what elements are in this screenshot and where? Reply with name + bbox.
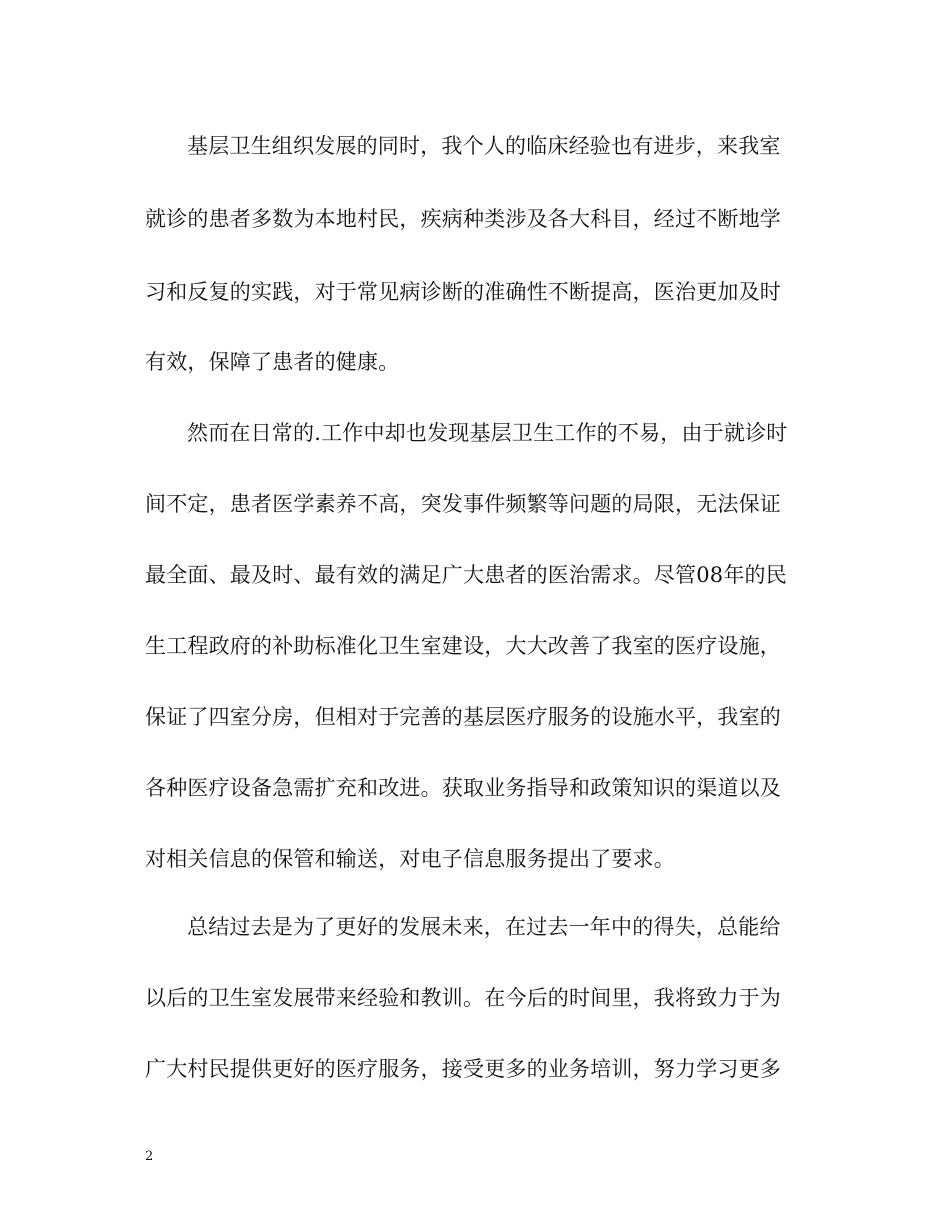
paragraph-3-line-1: 总结过去是为了更好的发展未来，在过去一年中的得失，总能给 xyxy=(187,915,781,939)
page-number: 2 xyxy=(145,1149,154,1164)
paragraph-1-line-3: 习和反复的实践，对于常见病诊断的准确性不断提高，医治更加及时 xyxy=(145,280,781,304)
paragraph-2-line-1: 然而在日常的.工作中却也发现基层卫生工作的不易，由于就诊时 xyxy=(187,421,788,445)
paragraph-3-line-3: 广大村民提供更好的医疗服务，接受更多的业务培训，努力学习更多 xyxy=(145,1057,781,1081)
paragraph-2-line-7: 对相关信息的保管和输送，对电子信息服务提出了要求。 xyxy=(145,847,675,871)
paragraph-2-line-6: 各种医疗设备急需扩充和改进。获取业务指导和政策知识的渠道以及 xyxy=(145,776,781,800)
paragraph-2-line-5: 保证了四室分房，但相对于完善的基层医疗服务的设施水平，我室的 xyxy=(145,705,781,729)
paragraph-1-line-4: 有效，保障了患者的健康。 xyxy=(145,350,400,374)
paragraph-1-line-1: 基层卫生组织发展的同时，我个人的临床经验也有进步，来我室 xyxy=(187,134,781,158)
paragraph-3-line-2: 以后的卫生室发展带来经验和教训。在今后的时间里，我将致力于为 xyxy=(145,986,781,1010)
paragraph-2-line-4: 生工程政府的补助标准化卫生室建设，大大改善了我室的医疗设施， xyxy=(145,634,781,658)
paragraph-1-line-2: 就诊的患者多数为本地村民，疾病种类涉及各大科目，经过不断地学 xyxy=(145,207,781,231)
paragraph-2-line-3: 最全面、最及时、最有效的满足广大患者的医治需求。尽管08年的民 xyxy=(145,563,787,587)
paragraph-2-line-2: 间不定，患者医学素养不高，突发事件频繁等问题的局限，无法保证 xyxy=(145,492,781,516)
